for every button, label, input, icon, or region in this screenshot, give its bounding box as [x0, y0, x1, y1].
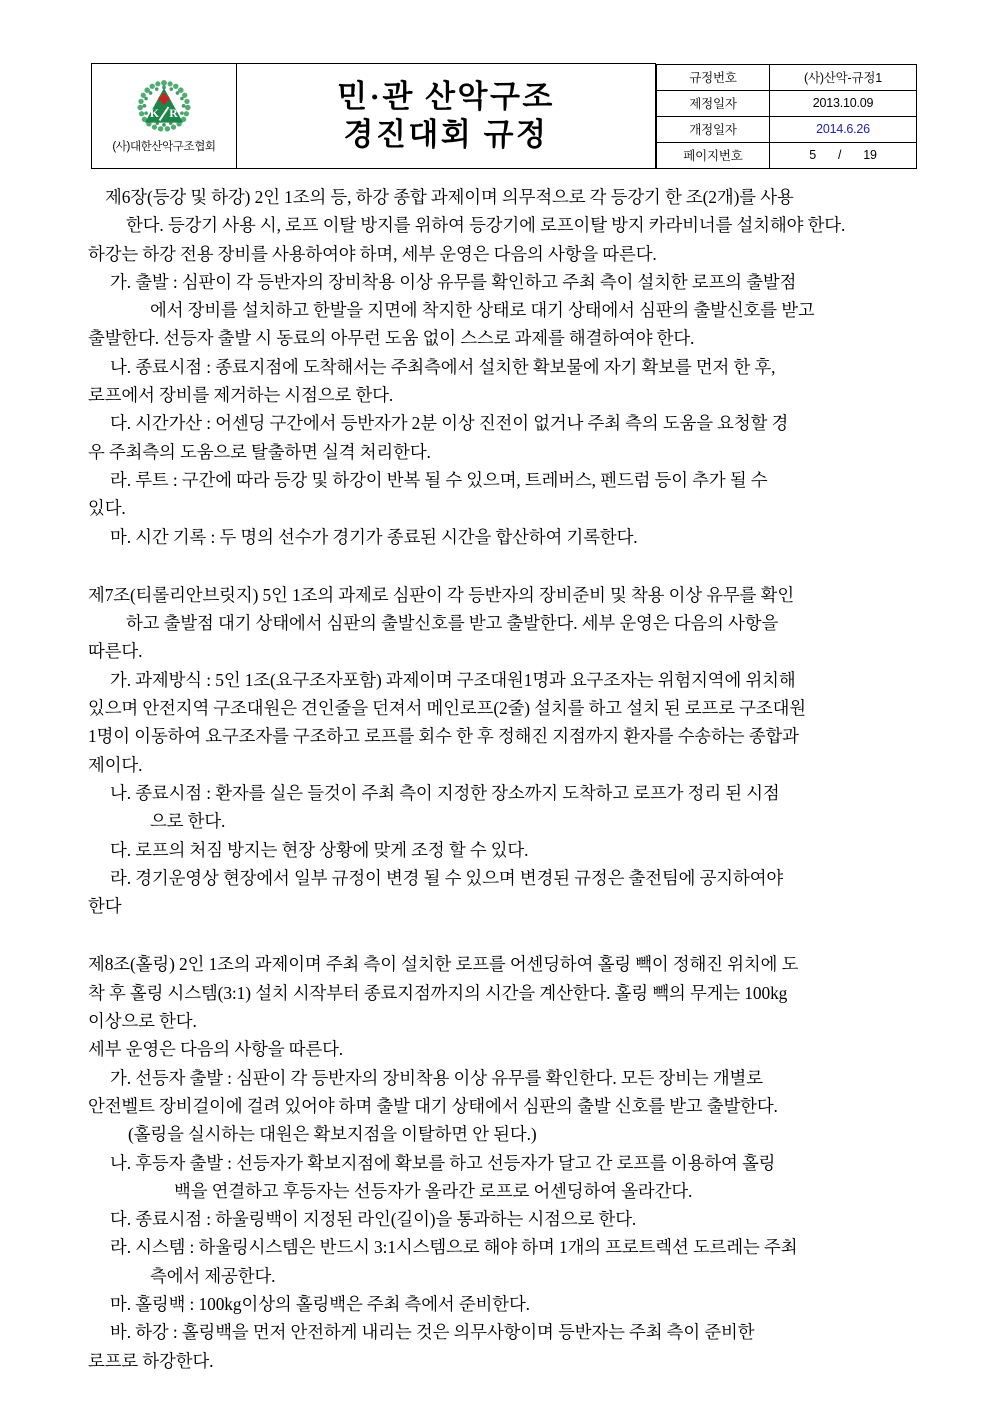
- chapter6-item-da-line1: 다. 시간가산 : 어센딩 구간에서 등반자가 2분 이상 진전이 없거나 주최 측의 도움을 요청할 경: [110, 413, 789, 434]
- article8-intro-line4: 세부 운영은 다음의 사항을 따른다.: [88, 1039, 344, 1060]
- chapter6-intro-line1: 제6장(등강 및 하강) 2인 1조의 등, 하강 종합 과제이며 의무적으로 각 등강기 한 조(2개)를 사용: [105, 187, 794, 207]
- page-current: 5: [809, 148, 816, 162]
- metadata-table: [656, 64, 917, 169]
- article8-item-da-line1: 다. 종료시점 : 하울링백이 지정된 라인(길이)을 통과하는 시점으로 한다.: [110, 1209, 637, 1230]
- metadata-row-regulation-number: [657, 64, 917, 90]
- document-body: [88, 183, 906, 1375]
- section-article7: [88, 581, 906, 921]
- article7-item-da-line1: 다. 로프의 처짐 방지는 현장 상황에 맞게 조정 할 수 있다.: [110, 839, 529, 860]
- svg-text:K: K: [149, 106, 160, 120]
- metadata-row-revision-date: [657, 116, 917, 142]
- mountain-rescue-emblem-icon: [135, 79, 193, 135]
- section-article8: [88, 950, 906, 1374]
- article8-item-ra-line2: 측에서 제공한다.: [150, 1265, 276, 1286]
- article8-item-ra-line1: 라. 시스템 : 하울링시스템은 반드시 3:1시스템으로 해야 하며 1개의 프로트렉션 도르레는 주최: [110, 1237, 798, 1258]
- article8-item-na-line1: 나. 후등자 출발 : 선등자가 확보지점에 확보를 하고 선등자가 달고 간 로프를 이용하여 홀링: [110, 1152, 776, 1173]
- logo-cell: [92, 64, 237, 169]
- document-title-line2: 경진대회 규정: [343, 117, 549, 152]
- metadata-cell: [656, 64, 907, 169]
- article8-note-parenthetical: (홀링을 실시하는 대원은 확보지점을 이탈하면 안 된다.): [128, 1124, 537, 1145]
- article8-item-na-line2: 백을 연결하고 후등자는 선등자가 올라간 로프로 어센딩하여 올라간다.: [174, 1180, 693, 1201]
- regulation-number-label: 규정번호: [657, 64, 770, 90]
- article8-item-ga-line1: 가. 선등자 출발 : 심판이 각 등반자의 장비착용 이상 유무를 확인한다. 모든 장비는 개별로: [110, 1067, 763, 1088]
- article7-item-ga-line3: 1명이 이동하여 요구조자를 구조하고 로프를 회수 한 후 정해진 지점까지 환자를 수송하는 종합과: [88, 726, 799, 747]
- chapter6-item-na-line2: 로프에서 장비를 제거하는 시점으로 한다.: [88, 385, 394, 406]
- article7-item-na-line2: 으로 한다.: [150, 811, 226, 832]
- chapter6-item-na-line1: 나. 종료시점 : 종료지점에 도착해서는 주최측에서 설치한 확보물에 자기 확보를 먼저 한 후,: [110, 356, 776, 377]
- logo-caption: (사)대한산악구조협회: [112, 140, 216, 153]
- header-table: [91, 63, 906, 169]
- enactment-date-label: 제정일자: [657, 90, 770, 116]
- article8-intro-line1: 제8조(홀링) 2인 1조의 과제이며 주최 측이 설치한 로프를 어센딩하여 홀링 빽이 정해진 위치에 도: [88, 954, 799, 975]
- chapter6-item-ga-line2: 에서 장비를 설치하고 한발을 지면에 착지한 상태로 대기 상태에서 심판의 출발신호를 받고: [150, 300, 815, 321]
- chapter6-item-da-line2: 우 주최측의 도움으로 탈출하면 실격 처리한다.: [88, 441, 431, 462]
- page-total: 19: [863, 148, 877, 162]
- revision-date-value: 2014.6.26: [770, 116, 917, 142]
- chapter6-intro-line2: 한다. 등강기 사용 시, 로프 이탈 방지를 위하여 등강기에 로프이탈 방지 카라비너를 설치해야 한다.: [126, 215, 846, 236]
- article7-item-ga-line2: 있으며 안전지역 구조대원은 견인줄을 던져서 메인로프(2줄) 설치를 하고 설치 된 로프로 구조대원: [88, 698, 806, 719]
- document-header: [91, 63, 903, 169]
- page-separator: /: [837, 148, 842, 162]
- section-chapter6: [88, 183, 906, 551]
- section-gap-1: [88, 551, 906, 581]
- section-gap-2: [88, 920, 906, 950]
- article7-item-ra-line1: 라. 경기운영상 현장에서 일부 규정이 변경 될 수 있으며 변경된 규정은 출전팀에 공지하여야: [110, 867, 784, 888]
- document-title-line1: 민·관 산악구조: [337, 79, 555, 115]
- article7-intro-line2: 하고 출발점 대기 상태에서 심판의 출발신호를 받고 출발한다. 세부 운영은 다음의 사항을: [126, 613, 779, 634]
- metadata-row-enactment-date: [657, 90, 917, 116]
- article8-intro-line2: 착 후 홀링 시스템(3:1) 설치 시작부터 종료지점까지의 시간을 계산한다. 홀링 빽의 무게는 100kg: [88, 982, 788, 1003]
- article8-item-ga-line2: 안전벨트 장비걸이에 걸려 있어야 하며 출발 대기 상태에서 심판의 출발 신호를 받고 출발한다.: [88, 1095, 778, 1116]
- article8-intro-line3: 이상으로 한다.: [88, 1011, 197, 1032]
- chapter6-intro-line3: 하강는 하강 전용 장비를 사용하여야 하며, 세부 운영은 다음의 사항을 따른다.: [88, 243, 657, 264]
- article7-item-ga-line4: 제이다.: [88, 754, 143, 775]
- revision-date-label: 개정일자: [657, 116, 770, 142]
- article7-item-ra-line2: 한다: [88, 896, 122, 917]
- regulation-number-value: (사)산악-규정1: [770, 64, 917, 90]
- article7-intro-line3: 따른다.: [88, 641, 143, 662]
- chapter6-item-ga-line1: 가. 출발 : 심판이 각 등반자의 장비착용 이상 유무를 확인하고 주최 측이 설치한 로프의 출발점: [110, 271, 797, 292]
- metadata-row-page-number: [657, 142, 917, 168]
- article8-item-ba-line2: 로프로 하강한다.: [88, 1350, 214, 1371]
- chapter6-item-ra-line2: 있다.: [88, 498, 126, 519]
- chapter6-item-ga-line3: 출발한다. 선등자 출발 시 동료의 아무런 도움 없이 스스로 과제를 해결하여야 한다.: [88, 328, 695, 349]
- article7-item-ga-line1: 가. 과제방식 : 5인 1조(요구조자포함) 과제이며 구조대원1명과 요구조자는 위험지역에 위치해: [110, 669, 796, 690]
- enactment-date-value: 2013.10.09: [770, 90, 917, 116]
- article7-item-na-line1: 나. 종료시점 : 환자를 실은 들것이 주최 측이 지정한 장소까지 도착하고 로프가 정리 된 시점: [110, 782, 780, 803]
- document-title-cell: [237, 64, 656, 169]
- chapter6-item-ra-line1: 라. 루트 : 구간에 따라 등강 및 하강이 반복 될 수 있으며, 트레버스, 펜드럼 등이 추가 될 수: [110, 469, 768, 490]
- article8-item-ba-line1: 바. 하강 : 홀링백을 먼저 안전하게 내리는 것은 의무사항이며 등반자는 주최 측이 준비한: [110, 1322, 755, 1343]
- article8-item-ma-line1: 마. 홀링백 : 100kg이상의 홀링백은 주최 측에서 준비한다.: [110, 1293, 530, 1314]
- article7-intro-line1: 제7조(티롤리안브릿지) 5인 1조의 과제로 심판이 각 등반자의 장비준비 및 착용 이상 유무를 확인: [88, 584, 795, 605]
- svg-text:R: R: [169, 106, 178, 120]
- chapter6-item-ma-line1: 마. 시간 기록 : 두 명의 선수가 경기가 종료된 시간을 합산하여 기록한다.: [110, 526, 638, 547]
- page-number-label: 페이지번호: [657, 142, 770, 168]
- page-number-value: [770, 142, 917, 168]
